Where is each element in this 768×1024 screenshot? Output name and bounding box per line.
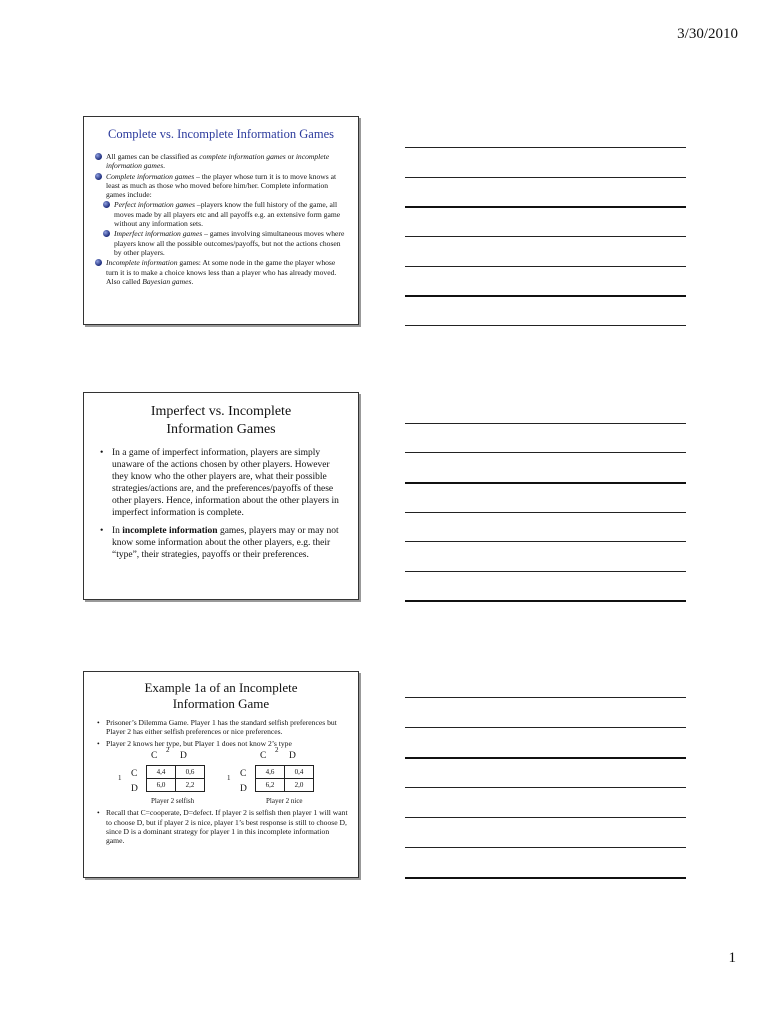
payoff-cell-cc: 4,6 bbox=[256, 766, 285, 779]
player1-label: 1 bbox=[118, 774, 122, 783]
notes-line bbox=[405, 847, 686, 848]
notes-line bbox=[405, 206, 686, 208]
bullet-dot-icon bbox=[103, 201, 110, 208]
player1-label: 1 bbox=[227, 774, 231, 783]
slide-title: Complete vs. Incomplete Information Games bbox=[108, 127, 334, 141]
page-date: 3/30/2010 bbox=[677, 26, 738, 42]
row-d-label: D bbox=[131, 784, 138, 795]
bullet-imperfect-information: • In a game of imperfect information, players are simply unaware of the actions chosen by other players. However they know who the other players are, what their possible strategies/actions are, and the preferences/payoffs of these other players. Hence, information about the other players in imperfect information is complete. bbox=[100, 448, 339, 518]
bullet-dot-icon bbox=[95, 259, 102, 266]
player2-label: 2 bbox=[275, 746, 279, 755]
notes-line bbox=[405, 512, 686, 513]
bullet-dot-icon: • bbox=[100, 526, 104, 536]
page-number: 1 bbox=[728, 950, 736, 966]
player2-label: 2 bbox=[166, 746, 170, 755]
slide-title: Imperfect vs. Incomplete Information Games bbox=[150, 404, 292, 437]
payoff-cell-cd: 0,6 bbox=[176, 766, 205, 779]
bullet-complete-information: Complete information games – the player whose turn it is to move knows at least as much as those who moved before him/her. Complete information games include: bbox=[94, 172, 348, 200]
notes-line bbox=[405, 295, 686, 297]
payoff-cell-cc: 4,4 bbox=[147, 766, 176, 779]
bullet-player-type: • Player 2 knows her type, but Player 1 does not know 2’s type bbox=[97, 738, 292, 748]
notes-line bbox=[405, 325, 686, 326]
slide-title: Example 1a of an Incomplete Information Game bbox=[144, 680, 298, 711]
bullet-dot-icon bbox=[103, 230, 110, 237]
payoff-matrices bbox=[94, 746, 348, 808]
notes-line bbox=[405, 147, 686, 148]
row-d-label: D bbox=[240, 784, 247, 795]
notes-line bbox=[405, 817, 686, 818]
notes-line bbox=[405, 423, 686, 424]
notes-line bbox=[405, 877, 686, 879]
bullet-prisoners-dilemma: • Prisoner’s Dilemma Game. Player 1 has the standard selfish preferences but Player 2 has either selfish preferences or nice preferences. bbox=[97, 718, 337, 737]
subbullet-perfect-information: Perfect information games –players know the full history of the game, all moves made by all players etc and all payoffs e.g. an extensive form game without any information sets. bbox=[94, 200, 348, 228]
matrix-caption: Player 2 nice bbox=[266, 797, 303, 806]
column-c-label: C bbox=[151, 751, 158, 762]
row-c-label: C bbox=[131, 769, 138, 780]
bullet-dot-icon bbox=[95, 173, 102, 180]
payoff-cell-dd: 2,0 bbox=[285, 779, 314, 792]
bullet-incomplete-information: Incomplete information games: At some node in the game the player whose turn it is to make a choice knows less than a player who has already moved. Also called Bayesian games. bbox=[94, 258, 348, 286]
bullet-dot-icon bbox=[95, 153, 102, 160]
subbullet-imperfect-information: Imperfect information games – games involving simultaneous moves where players know all the possible outcomes/payoffs, but not the actions chosen by other players. bbox=[94, 229, 348, 257]
slide-complete-vs-incomplete bbox=[83, 116, 359, 325]
payoff-cell-dc: 6,2 bbox=[256, 779, 285, 792]
notes-line bbox=[405, 177, 686, 178]
notes-line bbox=[405, 452, 686, 453]
bullet-dot-icon: • bbox=[100, 448, 104, 458]
payoff-grid bbox=[146, 765, 205, 792]
slide-imperfect-vs-incomplete bbox=[83, 392, 359, 600]
bullet-dot-icon: • bbox=[97, 808, 100, 818]
notes-line bbox=[405, 727, 686, 728]
bullet-dot-icon: • bbox=[97, 718, 100, 727]
slide-example-1a bbox=[83, 671, 359, 878]
notes-line bbox=[405, 600, 686, 602]
notes-line bbox=[405, 697, 686, 698]
notes-line bbox=[405, 482, 686, 484]
notes-line bbox=[405, 236, 686, 237]
payoff-cell-dc: 6,0 bbox=[147, 779, 176, 792]
notes-line bbox=[405, 757, 686, 759]
payoff-cell-cd: 0,4 bbox=[285, 766, 314, 779]
payoff-grid bbox=[255, 765, 314, 792]
column-c-label: C bbox=[260, 751, 267, 762]
row-c-label: C bbox=[240, 769, 247, 780]
bullet-dot-icon: • bbox=[97, 738, 100, 748]
payoff-cell-dd: 2,2 bbox=[176, 779, 205, 792]
notes-line bbox=[405, 787, 686, 788]
bullet-recall: • Recall that C=cooperate, D=defect. If player 2 is selfish then player 1 will want to choose D, but if player 2 is nice, player 1’s best response is still to choose D, since D is a dominant strategy for player 1 in this incomplete information game. bbox=[97, 808, 348, 846]
bullet-incomplete-information: • In incomplete information games, players may or may not know some information about the other players, e.g. their “type”, their strategies, payoffs or their preferences. bbox=[100, 526, 339, 560]
notes-line bbox=[405, 266, 686, 267]
column-d-label: D bbox=[180, 751, 187, 762]
column-d-label: D bbox=[289, 751, 296, 762]
notes-line bbox=[405, 541, 686, 542]
notes-line bbox=[405, 571, 686, 572]
matrix-caption: Player 2 selfish bbox=[151, 797, 195, 806]
bullet-classification: All games can be classified as complete information games or incomplete information games. bbox=[94, 152, 348, 171]
